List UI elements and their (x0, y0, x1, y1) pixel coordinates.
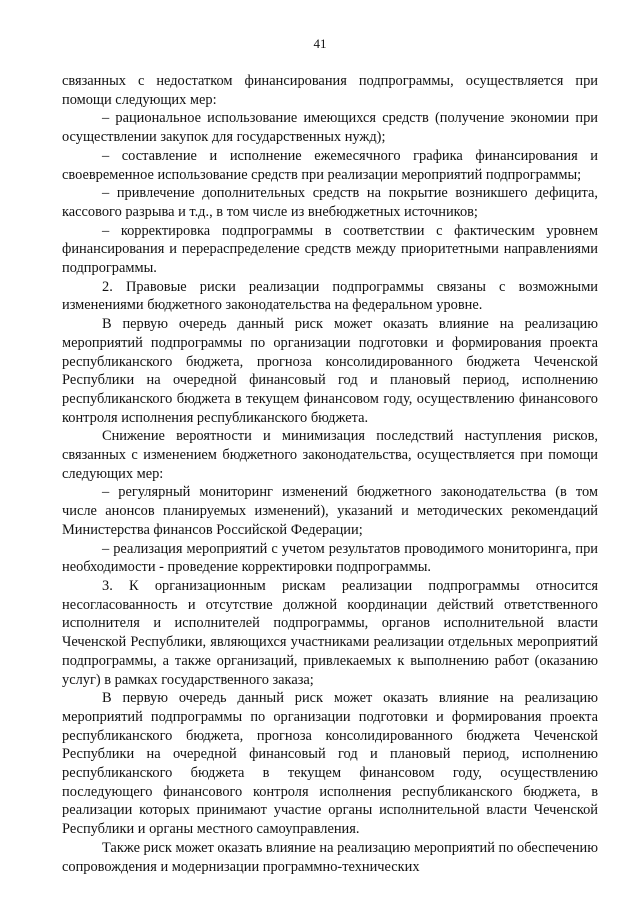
paragraph: Также риск может оказать влияние на реализацию мероприятий по обеспечению сопровождения и модернизации программно-технических (62, 839, 598, 875)
paragraph: В первую очередь данный риск может оказать влияние на реализацию мероприятий подпрограммы по организации подготовки и формирования проекта республиканского бюджета, прогноза консолидированного бюджета Чеченской Республики на очередной финансовый год и плановый период, исполнению республиканского бюджета в текущем финансовом году, осуществлению последующего финансового контроля исполнения республиканского бюджета, в реализации которых принимают участие органы исполнительной власти Чеченской Республики и органы местного самоуправления. (62, 690, 598, 838)
paragraph: 3. К организационным рискам реализации подпрограммы относится несогласованность и отсутствие должной координации действий ответственного исполнителя и исполнителей подпрограммы, органов исполнительной власти Чеченской Республики, являющихся участниками реализации отдельных мероприятий подпрограммы, а также организаций, привлекаемых к выполнению работ (оказанию услуг) в рамках государственного заказа; (62, 577, 598, 688)
paragraph: – реализация мероприятий с учетом результатов проводимого мониторинга, при необходимости - проведение корректировки подпрограммы. (62, 540, 598, 576)
paragraph: – регулярный мониторинг изменений бюджетного законодательства (в том числе анонсов планируемых изменений), указаний и методических рекомендаций Министерства финансов Российской Федерации; (62, 484, 598, 538)
paragraph: связанных с недостатком финансирования подпрограммы, осуществляется при помощи следующих мер: (62, 73, 598, 108)
paragraph: В первую очередь данный риск может оказать влияние на реализацию мероприятий подпрограммы по организации подготовки и формирования проекта республиканского бюджета, прогноза консолидированного бюджета Чеченской Республики на очередной финансовый год и плановый период, исполнению республиканского бюджета в текущем финансовом году, осуществлению финансового контроля исполнения республиканского бюджета. (62, 316, 598, 426)
paragraph: – корректировка подпрограммы в соответствии с фактическим уровнем финансирования и перераспределение средств между приоритетными направлениями подпрограммы. (62, 222, 598, 277)
document-body (62, 72, 598, 876)
page-number: 41 (313, 36, 327, 51)
paragraph: 2. Правовые риски реализации подпрограммы связаны с возможными изменениями бюджетного законодательства на федеральном уровне. (62, 278, 598, 314)
paragraph: – составление и исполнение ежемесячного графика финансирования и своевременное использование средств при реализации мероприятий подпрограммы; (62, 147, 598, 183)
paragraph: – рациональное использование имеющихся средств (получение экономии при осуществлении закупок для государственных нужд); (62, 110, 598, 146)
paragraph: – привлечение дополнительных средств на покрытие возникшего дефицита, кассового разрыва и т.д., в том числе из внебюджетных источников; (62, 185, 598, 220)
paragraph: Снижение вероятности и минимизация последствий наступления рисков, связанных с изменением бюджетного законодательства, осуществляется при помощи следующих мер: (62, 428, 598, 482)
